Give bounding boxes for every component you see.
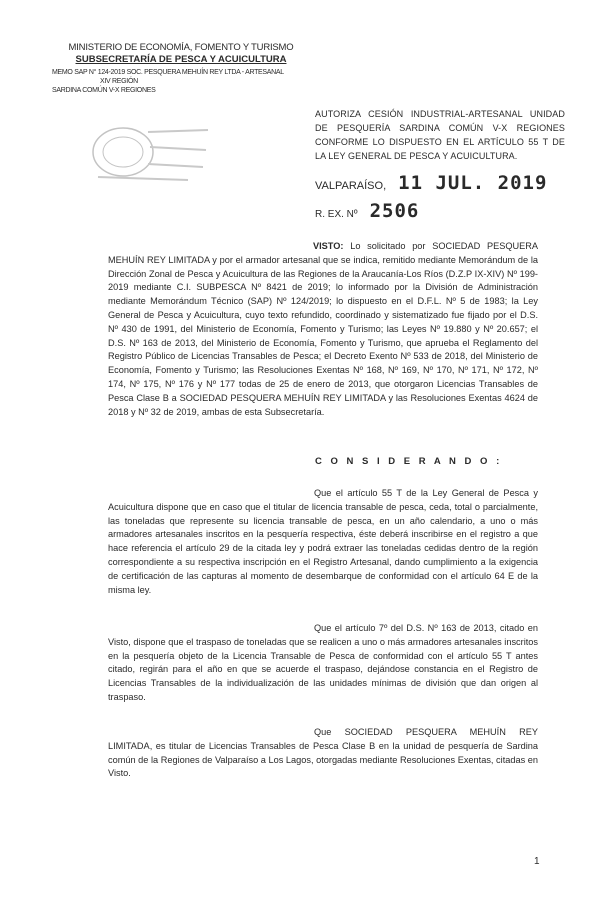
memo-line: MEMO SAP N° 124-2019 SOC. PESQUERA MEHUÍN REY LTDA - ARTESANAL	[52, 69, 284, 76]
considerando-paragraph-1: Que el artículo 55 T de la Ley General de Pesca y Acuicultura dispone que en caso que el titular de licencia transable de pesca, ceda, total o parcialmente, las toneladas que represente su licencia transable de pesca, en un año calendario, a uno o más armadores artesanales inscritos en la pesquería respectiva, éste deberá inscribirse en el registro a que hace referencia el artículo 29 de la citada ley y podrá extraer las toneladas cedidas dentro de la región correspondiente a su respectiva inscripción en el Registro Artesanal, dando cumplimiento a la exigencia de certificación de las capturas al momento de desembarque de conformidad con el artículo 64 E de la misma ley.	[108, 488, 538, 595]
considerando-paragraph-2: Que el artículo 7º del D.S. Nº 163 de 2013, citado en Visto, dispone que el traspaso de toneladas que se realicen a uno o más armadores artesanales inscritos en la pesquería objeto de la Licencia Transable de Pesca de conformidad con el artículo 55 T antes citado, regirán para el año en que se acuerde el traspaso, dejándose constancia en el Registro de Licencias Transables de la individualización de las unidades mínimas de división que dan origen al traspaso.	[108, 623, 538, 702]
resolution-number-line	[315, 200, 419, 222]
resolution-label: R. EX. Nº	[315, 209, 358, 220]
considerando-paragraph-3: Que SOCIEDAD PESQUERA MEHUÍN REY LIMITADA, es titular de Licencias Transables de Pesca Clase B en la unidad de pesquería de Sardina común de la Regiones de Valparaíso a Los Lagos, otorgadas mediante Resoluciones Exentas, citadas en Visto.	[108, 727, 538, 779]
date-value: 11 JUL. 2019	[398, 172, 548, 194]
ministry-name: MINISTERIO DE ECONOMÍA, FOMENTO Y TURISMO	[68, 42, 294, 53]
stamp-seal-icon	[78, 112, 213, 192]
memo-line: SARDINA COMÚN V-X REGIONES	[52, 87, 156, 94]
resolution-title: AUTORIZA CESIÓN INDUSTRIAL-ARTESANAL UNIDAD DE PESQUERÍA SARDINA COMÚN V-X REGIONES CONFORME LO DISPUESTO EN EL ARTÍCULO 55 T DE LA LEY GENERAL DE PESCA Y ACUICULTURA.	[315, 109, 565, 161]
subsecretaria-name: SUBSECRETARÍA DE PESCA Y ACUICULTURA	[75, 54, 287, 65]
memo-reference	[52, 68, 284, 95]
page-number: 1	[534, 856, 540, 867]
visto-lead: VISTO:	[313, 241, 344, 251]
considerando-heading: C O N S I D E R A N D O :	[315, 456, 503, 467]
visto-text: Lo solicitado por SOCIEDAD PESQUERA MEHUÍN REY LIMITADA y por el armador artesanal que se indica, remitido mediante Memorándum de la Dirección Zonal de Pesca y Acuicultura de las Regiones de la Araucanía-Los Ríos (D.Z.P IX-XIV) Nº 199-2019 mediante C.I. SUBPESCA Nº 8421 de 2019; lo informado por la División de Administración mediante Memorándum Técnico (SAP) Nº 124/2019; lo dispuesto en el D.F.L. Nº 5 de 1983; la Ley General de Pesca y Acuicultura, cuyo texto refundido, coordinado y sistematizado fue fijado por el D.S. Nº 430 de 1991, del Ministerio de Economía, Fomento y Turismo; las Leyes Nº 19.880 y Nº 20.657; el D.S. Nº 163 de 2013, del Ministerio de Economía, Fomento y Turismo, que aprueba el Reglamento del Registro Público de Licencias Transables de Pesca; el Decreto Exento Nº 533 de 2018, del Ministerio de Economía, Fomento y Turismo; las Resoluciones Exentas Nº 168, Nº 169, Nº 170, Nº 171, Nº 172, Nº 174, Nº 175, Nº 176 y Nº 177 todas de 25 de enero de 2013, que otorgaron Licencias Transables de Pesca Clase B a SOCIEDAD PESQUERA MEHUÍN REY LIMITADA y las Resoluciones Exentas 4624 de 2018 y Nº 32 de 2019, ambas de esta Subsecretaría.	[108, 241, 538, 417]
date-place: VALPARAÍSO,	[315, 180, 387, 192]
letterhead	[56, 42, 306, 66]
resolution-number: 2506	[369, 200, 420, 222]
date-line	[315, 172, 547, 194]
visto-paragraph	[108, 240, 538, 419]
memo-line: XIV REGIÓN	[100, 78, 138, 85]
